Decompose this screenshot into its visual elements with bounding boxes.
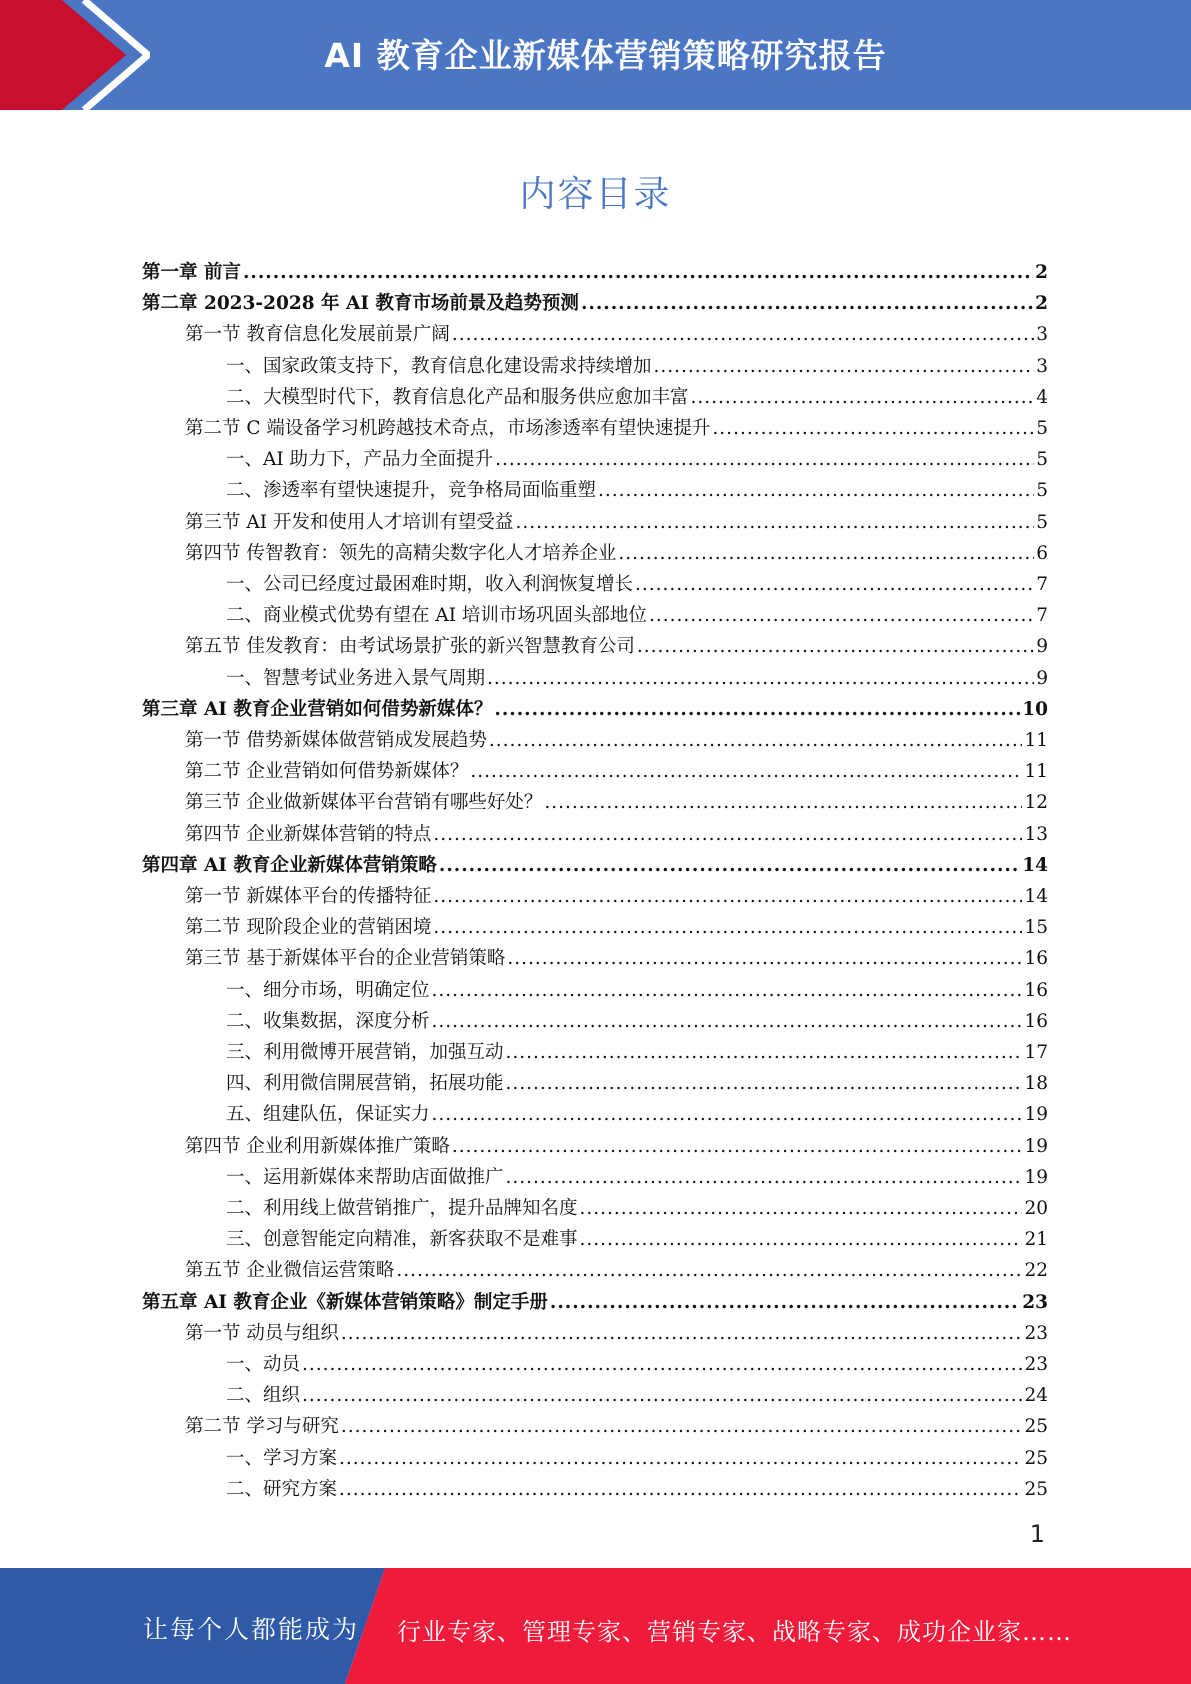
toc-entry[interactable] [142, 1190, 1048, 1220]
toc-dot-leader [432, 1011, 1023, 1033]
toc-dot-leader [506, 1073, 1023, 1095]
toc-dot-leader [470, 761, 1022, 783]
toc-entry-title: 一、细分市场，明确定位 [226, 979, 430, 1001]
toc-entry[interactable] [142, 1284, 1048, 1314]
toc-entry[interactable] [142, 1003, 1048, 1033]
toc-dot-leader [433, 824, 1022, 846]
toc-entry[interactable] [142, 784, 1048, 814]
toc-entry-page: 2 [1035, 262, 1048, 283]
toc-entry[interactable] [142, 254, 1048, 284]
toc-entry-title: 二、渗透率有望快速提升，竞争格局面临重塑 [226, 480, 597, 502]
toc-entry-page: 19 [1024, 1104, 1048, 1126]
toc-entry-page: 25 [1024, 1447, 1048, 1469]
toc-dot-leader [507, 948, 1022, 970]
toc-dot-leader [618, 543, 1034, 565]
header-banner [0, 0, 1191, 110]
toc-dot-leader [544, 792, 1022, 814]
toc-dot-leader [433, 917, 1022, 939]
toc-dot-leader [433, 886, 1022, 908]
toc-dot-leader [649, 605, 1034, 627]
toc-entry[interactable] [142, 1096, 1048, 1126]
toc-dot-leader [432, 1104, 1023, 1126]
toc-entry[interactable] [142, 1440, 1048, 1470]
toc-dot-leader [637, 636, 1034, 658]
toc-entry[interactable] [142, 410, 1048, 440]
toc-entry-title: 第二节 现阶段企业的营销困境 [185, 917, 432, 939]
toc-entry-title: 二、研究方案 [226, 1478, 338, 1500]
toc-entry-page: 15 [1024, 917, 1048, 939]
toc-entry-page: 12 [1024, 792, 1048, 814]
toc-dot-leader [712, 418, 1034, 440]
toc-entry-page: 13 [1024, 823, 1048, 845]
toc-entry[interactable] [142, 1315, 1048, 1345]
toc-entry-title: 第一节 借势新媒体做营销成发展趋势 [185, 730, 487, 751]
toc-entry-page: 14 [1024, 886, 1048, 907]
toc-dot-leader [515, 512, 1034, 534]
toc-entry-title: 第五节 佳发教育：由考试场景扩张的新兴智慧教育公司 [185, 636, 635, 658]
toc-entry[interactable] [142, 1159, 1048, 1189]
toc-entry-page: 7 [1036, 574, 1048, 595]
toc-entry-title: 第一节 动员与组织 [185, 1322, 339, 1344]
toc-entry[interactable] [142, 691, 1048, 721]
toc-entry-title: 二、收集数据，深度分析 [226, 1010, 430, 1032]
toc-entry[interactable] [142, 285, 1048, 315]
toc-entry[interactable] [142, 878, 1048, 908]
toc-entry-page: 16 [1024, 1010, 1048, 1032]
toc-dot-leader [243, 262, 1033, 284]
toc-entry-page: 25 [1024, 1416, 1048, 1438]
toc-dot-leader [302, 1385, 1022, 1407]
toc-entry-title: 第二节 企业营销如何借势新媒体？ [185, 761, 469, 783]
toc-dot-leader [452, 324, 1034, 346]
toc-entry-page: 9 [1036, 636, 1048, 658]
toc-entry-page: 3 [1036, 324, 1048, 346]
toc-entry-page: 23 [1024, 1354, 1048, 1375]
toc-dot-leader [341, 1323, 1023, 1345]
toc-entry[interactable] [142, 1408, 1048, 1438]
toc-entry-page: 24 [1024, 1385, 1048, 1407]
toc-dot-leader [432, 980, 1023, 1002]
footer-slogan-right: 行业专家、管理专家、营销专家、战略专家、成功企业家…… [397, 1618, 1072, 1646]
toc-dot-leader [506, 1042, 1023, 1064]
toc-dot-leader [581, 293, 1033, 315]
toc-dot-leader [489, 730, 1023, 752]
toc-entry-title: 二、组织 [226, 1385, 301, 1407]
toc-heading: 内容目录 [519, 174, 672, 215]
toc-entry[interactable] [142, 504, 1048, 534]
toc-entry-title: 一、运用新媒体来帮助店面做推广 [226, 1166, 504, 1188]
toc-entry[interactable] [142, 1034, 1048, 1064]
toc-dot-leader [654, 356, 1035, 378]
toc-entry-title: 第三章 AI 教育企业营销如何借势新媒体？ [142, 698, 493, 720]
toc-entry-title: 第五章 AI 教育企业《新媒体营销策略》制定手册 [142, 1291, 548, 1313]
toc-entry[interactable] [142, 1377, 1048, 1407]
toc-dot-leader [487, 668, 1034, 690]
toc-dot-leader [339, 1448, 1022, 1470]
toc-entry[interactable] [142, 1128, 1048, 1158]
toc-entry-title: 第二节 C 端设备学习机跨越技术奇点，市场渗透率有望快速提升 [185, 418, 711, 439]
toc-entry[interactable] [142, 1252, 1048, 1282]
toc-entry-title: 第三节 AI 开发和使用人才培训有望受益 [185, 511, 514, 533]
toc-entry-title: 二、利用线上做营销推广，提升品牌知名度 [226, 1198, 578, 1219]
toc-entry-title: 一、国家政策支持下，教育信息化建设需求持续增加 [226, 355, 652, 377]
toc-entry-title: 三、利用微博开展营销，加强互动 [226, 1042, 504, 1063]
toc-entry[interactable] [142, 847, 1048, 877]
toc-entry-page: 7 [1036, 605, 1048, 627]
toc-dot-leader [550, 1292, 1020, 1314]
toc-entry-page: 11 [1024, 761, 1048, 783]
toc-dot-leader [580, 1198, 1023, 1220]
toc-entry-page: 9 [1036, 667, 1048, 689]
report-title: AI 教育企业新媒体营销策略研究报告 [324, 36, 887, 75]
toc-dot-leader [598, 480, 1034, 502]
toc-entry[interactable] [142, 972, 1048, 1002]
toc-entry-title: 二、大模型时代下，教育信息化产品和服务供应愈加丰富 [226, 386, 689, 408]
toc-entry[interactable] [142, 940, 1048, 970]
footer-banner [0, 1568, 1191, 1684]
toc-entry-title: 一、智慧考试业务进入景气周期 [226, 667, 486, 689]
toc-dot-leader [580, 1229, 1023, 1251]
toc-entry-title: 三、创意智能定向精准，新客获取不是难事 [226, 1229, 578, 1251]
toc-entry[interactable] [142, 660, 1048, 690]
toc-entry-title: 五、组建队伍，保证实力 [226, 1104, 430, 1126]
toc-entry-title: 一、动员 [226, 1354, 301, 1375]
toc-entry[interactable] [142, 566, 1048, 596]
toc-entry-page: 5 [1036, 511, 1048, 533]
toc-entry[interactable] [142, 628, 1048, 658]
toc-entry-page: 5 [1036, 449, 1048, 471]
toc-entry-page: 16 [1024, 979, 1048, 1001]
toc-dot-leader [302, 1354, 1022, 1376]
toc-entry-title: 一、公司已经度过最困难时期，收入利润恢复增长 [226, 574, 634, 595]
page-number: 1 [1029, 1520, 1045, 1548]
toc-dot-leader [494, 699, 1020, 721]
toc-entry[interactable] [142, 441, 1048, 471]
toc-entry-page: 10 [1022, 698, 1048, 720]
toc-entry[interactable] [142, 722, 1048, 752]
toc-dot-leader [452, 1136, 1023, 1158]
toc-entry-page: 14 [1022, 854, 1048, 876]
toc-dot-leader [396, 1260, 1022, 1282]
toc-entry-title: 第二章 2023-2028 年 AI 教育市场前景及趋势预测 [142, 293, 579, 315]
toc-dot-leader [339, 1479, 1022, 1501]
toc-entry-title: 第二节 学习与研究 [185, 1416, 339, 1438]
toc-entry-title: 第一节 新媒体平台的传播特征 [185, 886, 432, 907]
toc-entry-page: 19 [1024, 1135, 1048, 1157]
toc-entry-title: 一、学习方案 [226, 1447, 338, 1469]
toc-entry-page: 23 [1022, 1291, 1048, 1313]
toc-entry-page: 20 [1024, 1198, 1048, 1219]
footer-slogan-left: 让每个人都能成为 [143, 1615, 360, 1644]
toc-entry-title: 第三节 企业做新媒体平台营销有哪些好处？ [185, 792, 543, 814]
toc-dot-leader [691, 387, 1035, 409]
toc-entry-page: 21 [1024, 1229, 1048, 1251]
toc-entry-page: 19 [1024, 1166, 1048, 1188]
toc-entry-title: 四、利用微信開展营销，拓展功能 [226, 1073, 504, 1095]
toc-dot-leader [341, 1416, 1023, 1438]
toc-entry-title: 第四节 企业新媒体营销的特点 [185, 823, 432, 845]
toc-entry-page: 2 [1035, 293, 1048, 315]
toc-entry-title: 第一节 教育信息化发展前景广阔 [185, 324, 450, 346]
toc-entry-page: 6 [1036, 542, 1048, 564]
toc-dot-leader [635, 574, 1034, 596]
toc-entry[interactable] [142, 316, 1048, 346]
toc-entry-page: 5 [1036, 418, 1048, 439]
toc-entry-page: 22 [1024, 1260, 1048, 1282]
toc-entry-title: 二、商业模式优势有望在 AI 培训市场巩固头部地位 [226, 605, 647, 627]
toc-entry-title: 第四章 AI 教育企业新媒体营销策略 [142, 854, 437, 876]
toc-entry-title: 第五节 企业微信运营策略 [185, 1260, 395, 1282]
toc-entry[interactable] [142, 753, 1048, 783]
toc-entry-title: 第四节 企业利用新媒体推广策略 [185, 1135, 450, 1157]
toc-entry[interactable] [142, 379, 1048, 409]
toc-entry-page: 4 [1036, 386, 1048, 408]
toc-entry[interactable] [142, 597, 1048, 627]
toc-dot-leader [439, 855, 1020, 877]
toc-dot-leader [506, 1167, 1023, 1189]
toc-entry-page: 16 [1024, 948, 1048, 970]
toc-entry-page: 11 [1024, 730, 1048, 751]
toc-entry[interactable] [142, 1065, 1048, 1095]
toc-entry-title: 第一章 前言 [142, 262, 241, 283]
toc-entry[interactable] [142, 909, 1048, 939]
toc-entry[interactable] [142, 1471, 1048, 1501]
toc-entry-page: 23 [1024, 1322, 1048, 1344]
toc-entry[interactable] [142, 535, 1048, 565]
toc-entry-page: 17 [1024, 1042, 1048, 1063]
toc-entry-page: 25 [1024, 1478, 1048, 1500]
toc-entry-page: 3 [1036, 355, 1048, 377]
toc-entry-page: 5 [1036, 480, 1048, 502]
toc-entry[interactable] [142, 816, 1048, 846]
toc-entry[interactable] [142, 472, 1048, 502]
toc-entry-title: 一、AI 助力下，产品力全面提升 [226, 449, 494, 471]
toc-entry-title: 第三节 基于新媒体平台的企业营销策略 [185, 948, 506, 970]
toc-dot-leader [495, 449, 1034, 471]
toc-entry[interactable] [142, 1221, 1048, 1251]
toc-entry[interactable] [142, 1346, 1048, 1376]
toc-entry-page: 18 [1024, 1073, 1048, 1095]
toc-entry[interactable] [142, 348, 1048, 378]
toc-entry-title: 第四节 传智教育：领先的高精尖数字化人才培养企业 [185, 542, 617, 564]
